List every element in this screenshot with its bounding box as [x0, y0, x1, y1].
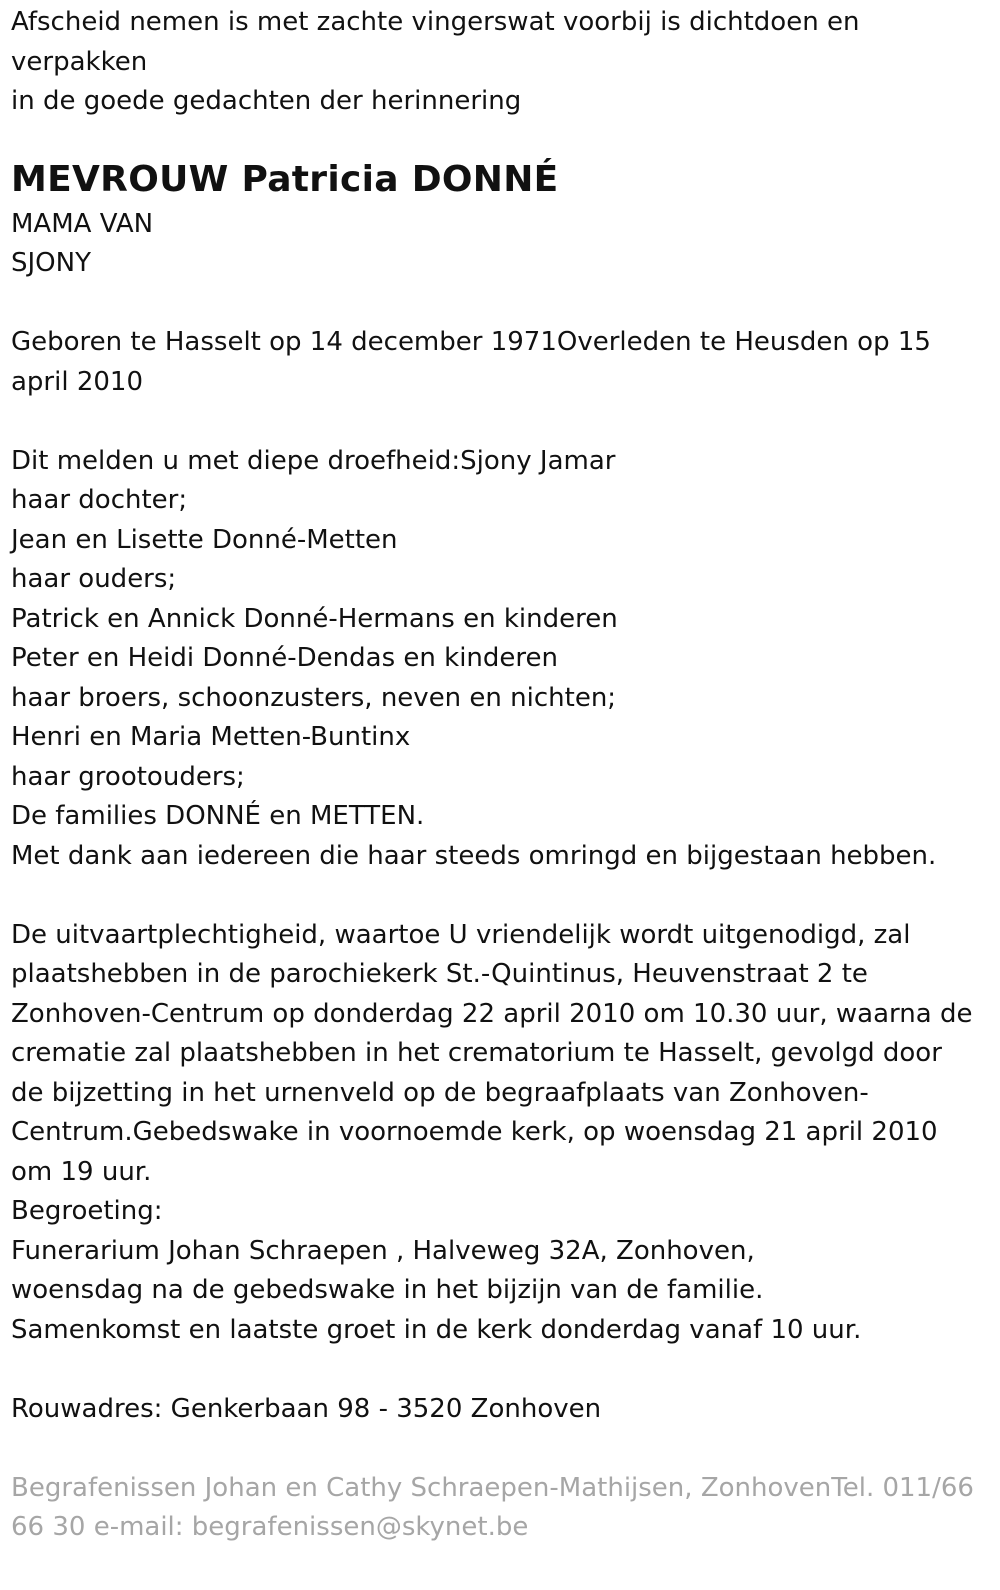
family-line: haar dochter; [11, 485, 188, 515]
ceremony-line: Centrum.Gebedswake in voornoemde kerk, op woensdag 21 april 2010 [11, 1117, 938, 1147]
ceremony-line: plaatshebben in de parochiekerk St.-Quintinus, Heuvenstraat 2 te [11, 959, 868, 989]
birth-death-block [11, 323, 989, 402]
ceremony-line: om 19 uur. [11, 1156, 152, 1187]
deceased-name: MEVROUW Patricia DONNÉ [11, 158, 559, 200]
family-line: Met dank aan iedereen die haar steeds omringd en bijgestaan hebben. [11, 840, 937, 871]
family-line: haar broers, schoonzusters, neven en nichten; [11, 682, 617, 713]
spacer [11, 876, 989, 916]
spacer [11, 402, 989, 442]
intro-poem [11, 3, 989, 122]
relation-line: MAMA VAN [11, 208, 154, 239]
ceremony-line: De uitvaartplechtigheid, waartoe U vriendelijk wordt uitgenodigd, zal [11, 919, 911, 950]
family-block [11, 442, 989, 877]
intro-line: verpakken [11, 46, 148, 77]
family-line: Patrick en Annick Donné-Hermans en kinderen [11, 603, 618, 634]
intro-line: in de goede gedachten der herinnering [11, 86, 522, 116]
birth-death-line: april 2010 [11, 366, 144, 397]
ceremony-line: woensdag na de gebedswake in het bijzijn van de familie. [11, 1275, 764, 1305]
ceremony-line: Funerarium Johan Schraepen , Halveweg 32A, Zonhoven, [11, 1235, 755, 1266]
spacer [11, 284, 989, 324]
funeral-home-footer [11, 1469, 989, 1548]
family-line: Henri en Maria Metten-Buntinx [11, 722, 411, 752]
birth-death-line: Geboren te Hasselt op 14 december 1971Overleden te Heusden op 15 [11, 327, 931, 357]
ceremony-line: Samenkomst en laatste groet in de kerk donderdag vanaf 10 uur. [11, 1314, 862, 1345]
ceremony-line: de bijzetting in het urnenveld op de begraafplaats van Zonhoven- [11, 1077, 869, 1108]
spacer [11, 1350, 989, 1390]
mourning-address: Rouwadres: Genkerbaan 98 - 3520 Zonhoven [11, 1393, 602, 1424]
family-line: De families DONNÉ en METTEN. [11, 801, 425, 831]
ceremony-block [11, 916, 989, 1351]
relation-line: SJONY [11, 248, 91, 278]
footer-line: Begrafenissen Johan en Cathy Schraepen-Mathijsen, ZonhovenTel. 011/66 [11, 1472, 974, 1503]
family-line: haar grootouders; [11, 761, 245, 792]
footer-line: 66 30 e-mail: begrafenissen@skynet.be [11, 1512, 529, 1542]
family-line: Jean en Lisette Donné-Metten [11, 524, 398, 555]
spacer [11, 1429, 989, 1469]
ceremony-line: crematie zal plaatshebben in het crematorium te Hasselt, gevolgd door [11, 1038, 942, 1068]
intro-line: Afscheid nemen is met zachte vingerswat voorbij is dichtdoen en [11, 7, 860, 37]
family-line: Peter en Heidi Donné-Dendas en kinderen [11, 643, 558, 673]
relation-block [11, 205, 989, 284]
family-line: haar ouders; [11, 564, 177, 594]
ceremony-line: Zonhoven-Centrum op donderdag 22 april 2010 om 10.30 uur, waarna de [11, 998, 973, 1029]
family-line: Dit melden u met diepe droefheid:Sjony Jamar [11, 445, 616, 476]
ceremony-line: Begroeting: [11, 1196, 163, 1226]
